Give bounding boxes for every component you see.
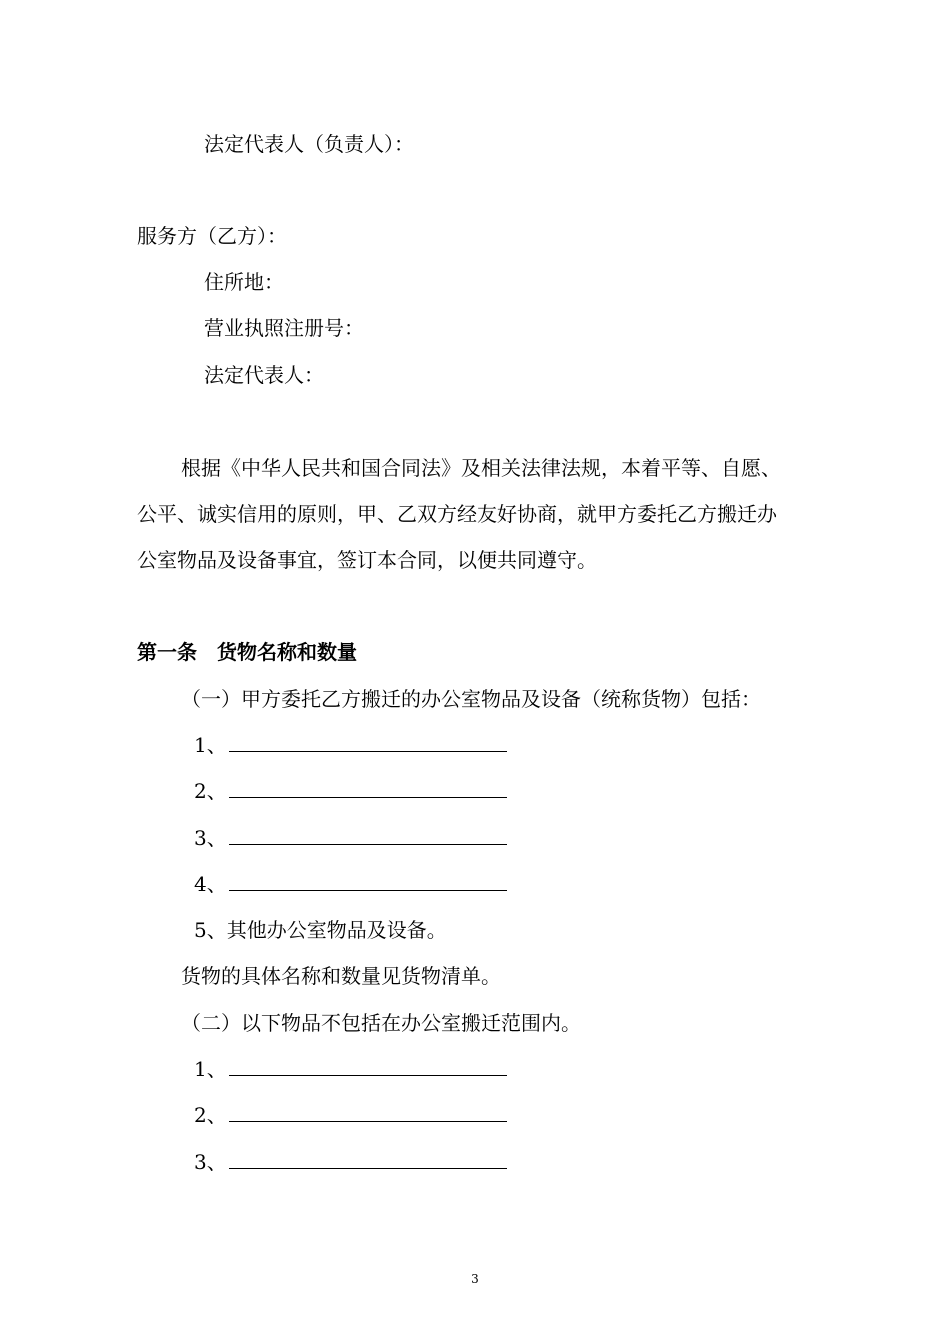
fill-in-blank: [229, 824, 507, 845]
fill-in-blank: [229, 870, 507, 891]
item-number: 1、: [194, 1057, 227, 1081]
item-number: 3、: [194, 826, 227, 850]
section2-item-1: [194, 1055, 507, 1083]
party-b-legal-rep-label: 法定代表人：: [204, 363, 324, 387]
fill-in-blank: [229, 777, 507, 798]
article1-section1-intro: （一）甲方委托乙方搬迁的办公室物品及设备（统称货物）包括：: [181, 687, 761, 711]
item-number: 1、: [194, 733, 227, 757]
preamble-line-1: 根据《中华人民共和国合同法》及相关法律法规，本着平等、自愿、: [181, 456, 781, 480]
section1-item-5: 5、其他办公室物品及设备。: [194, 918, 447, 942]
party-b-title: 服务方（乙方）：: [137, 224, 287, 248]
item-number: 2、: [194, 779, 227, 803]
preamble-line-2: 公平、诚实信用的原则，甲、乙双方经友好协商，就甲方委托乙方搬迁办: [137, 502, 777, 526]
fill-in-blank: [229, 731, 507, 752]
party-b-address-label: 住所地：: [204, 270, 284, 294]
section2-item-2: [194, 1101, 507, 1129]
party-a-legal-rep-label: 法定代表人（负责人）：: [204, 132, 414, 156]
section2-item-3: [194, 1148, 507, 1176]
section1-item-4: [194, 870, 507, 898]
section1-item-1: [194, 731, 507, 759]
section1-item-3: [194, 824, 507, 852]
party-b-license-label: 营业执照注册号：: [204, 316, 364, 340]
item-number: 4、: [194, 872, 227, 896]
fill-in-blank: [229, 1055, 507, 1076]
article1-heading: 第一条 货物名称和数量: [137, 640, 357, 664]
article1-section2-intro: （二）以下物品不包括在办公室搬迁范围内。: [181, 1011, 581, 1035]
fill-in-blank: [229, 1148, 507, 1169]
item-number: 2、: [194, 1103, 227, 1127]
section1-note: 货物的具体名称和数量见货物清单。: [181, 964, 501, 988]
item-number: 3、: [194, 1150, 227, 1174]
preamble-line-3: 公室物品及设备事宜，签订本合同，以便共同遵守。: [137, 548, 597, 572]
section1-item-2: [194, 777, 507, 805]
fill-in-blank: [229, 1101, 507, 1122]
page-number: 3: [471, 1272, 479, 1286]
